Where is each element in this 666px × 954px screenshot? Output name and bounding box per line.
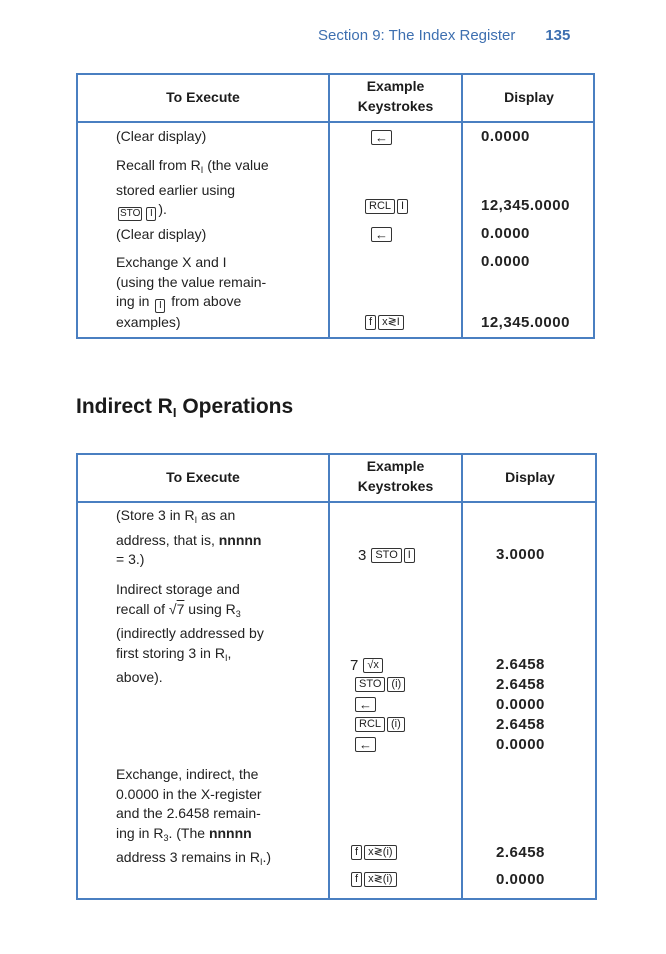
indirect-i-key: (i) [387, 677, 405, 692]
table-row: Indirect storage and recall of √7 using $R_3$ (indirectly addressed by first storing 3 in $R_I$, above). [116, 581, 264, 685]
display-value: 0.0000 [481, 225, 530, 242]
i-key: I [404, 548, 415, 563]
sto-key: STO [371, 548, 401, 563]
x-exchange-indirect-key: x≷(i) [364, 872, 397, 887]
table-row: Exchange, indirect, the 0.0000 in the X-register and the 2.6458 remain- ing in $R_3$. (The nnnnn address 3 remains in $R_I$.) [116, 766, 272, 867]
keystroke-group [355, 717, 407, 732]
keystroke-group [371, 227, 394, 242]
page-header [318, 27, 570, 44]
keystroke-group [358, 547, 417, 564]
column-divider [461, 75, 463, 337]
display-value: 0.0000 [496, 871, 545, 888]
i-key: I [397, 199, 408, 214]
display-value: 0.0000 [496, 736, 545, 753]
display-value: 12,345.0000 [481, 197, 570, 214]
section-heading: Indirect $R_I$ Operations [76, 395, 294, 420]
header-to-execute: To Execute [166, 469, 240, 485]
rcl-key: RCL [355, 717, 385, 732]
display-value: 12,345.0000 [481, 314, 570, 331]
f-key: f [351, 872, 362, 887]
page-number: 135 [545, 27, 571, 44]
digit-3: 3 [358, 547, 367, 564]
display-value: 2.6458 [496, 676, 545, 693]
header-divider [78, 121, 593, 123]
display-value: 2.6458 [496, 716, 545, 733]
keystroke-group [355, 737, 378, 752]
table-1 [76, 73, 595, 339]
keystroke-group [365, 315, 406, 330]
back-arrow-key: ← [371, 130, 392, 145]
f-key: f [351, 845, 362, 860]
digit-7: 7 [350, 657, 359, 674]
column-divider [328, 455, 330, 898]
display-value: 0.0000 [481, 253, 530, 270]
column-divider [461, 455, 463, 898]
display-value: 2.6458 [496, 656, 545, 673]
table-row: (Clear display) [116, 226, 207, 242]
i-key-inline: I [146, 207, 156, 221]
display-value: 0.0000 [496, 696, 545, 713]
back-arrow-key: ← [355, 737, 376, 752]
display-value: 2.6458 [496, 844, 545, 861]
back-arrow-key: ← [371, 227, 392, 242]
indirect-i-key: (i) [387, 717, 405, 732]
table-row: Exchange X and I (using the value remain- ing in I from above examples) [116, 254, 267, 330]
i-key-inline: I [155, 299, 165, 313]
table-row: (Store 3 in $R_I$ as an address, that is, nnnnn = 3.) [116, 507, 262, 567]
display-value: 3.0000 [496, 546, 545, 563]
section-title: Section 9: The Index Register [318, 27, 516, 44]
back-arrow-key: ← [355, 697, 376, 712]
keystroke-group [355, 677, 407, 692]
x-exchange-indirect-key: x≷(i) [364, 845, 397, 860]
keystroke-group [365, 199, 410, 214]
table-2 [76, 453, 597, 900]
header-divider [78, 501, 595, 503]
header-display: Display [505, 469, 555, 485]
header-example-keystrokes: Example Keystrokes [357, 78, 434, 114]
header-to-execute: To Execute [166, 89, 240, 105]
table-row: (Clear display) [116, 128, 207, 144]
sqrt-x-key: √x [363, 658, 383, 673]
sto-key-inline: STO [120, 208, 141, 219]
header-display: Display [504, 89, 554, 105]
rcl-key: RCL [365, 199, 395, 214]
x-exchange-i-key: x≷I [378, 315, 404, 330]
keystroke-group [351, 872, 399, 887]
table-row: Recall from $R_I$ (the value stored earlier using STO I ). [116, 157, 269, 219]
display-value: 0.0000 [481, 128, 530, 145]
f-key: f [365, 315, 376, 330]
keystroke-group [350, 657, 385, 674]
sto-key: STO [355, 677, 385, 692]
header-example-keystrokes: Example Keystrokes [357, 458, 434, 494]
keystroke-group [355, 697, 378, 712]
keystroke-group [371, 130, 394, 145]
keystroke-group [351, 845, 399, 860]
